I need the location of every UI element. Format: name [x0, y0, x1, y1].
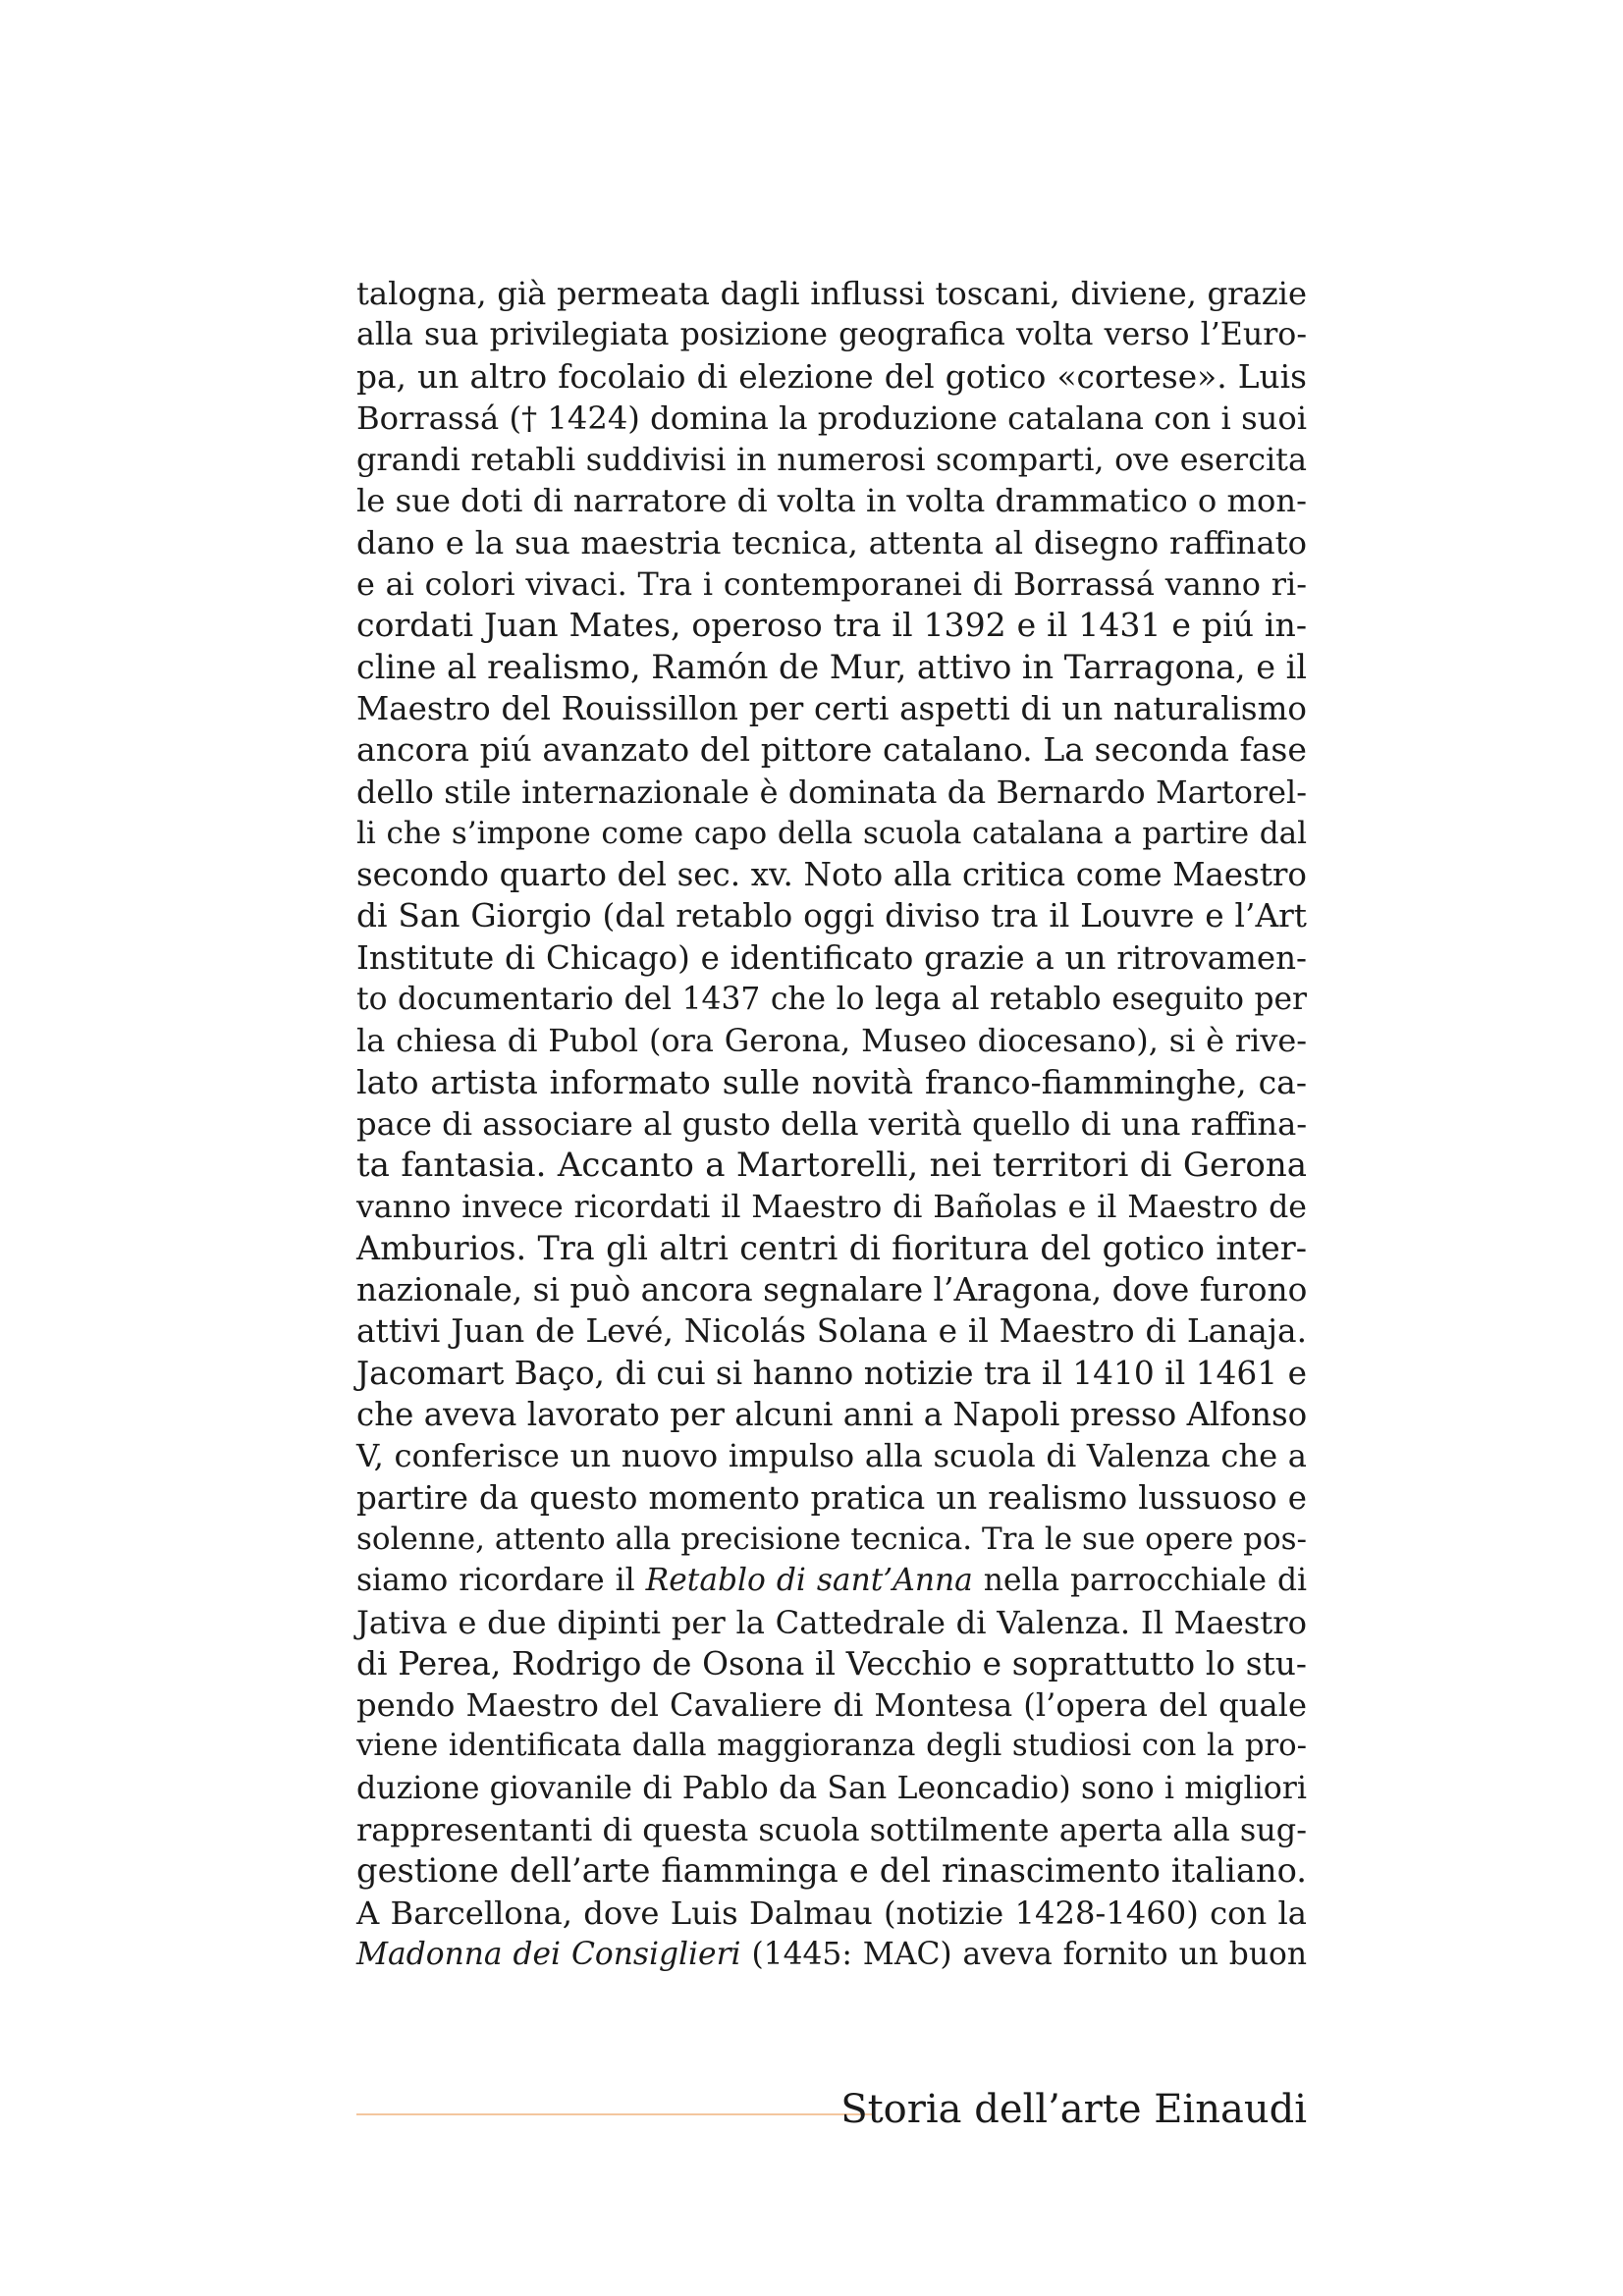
text-line: Maestro del Rouissillon per certi aspetti di un naturalismo — [356, 689, 1307, 727]
text-line: dello stile internazionale è dominata da Bernardo Martorel- — [356, 773, 1307, 811]
text-line: Jacomart Baço, di cui si hanno notizie tra il 1410 il 1461 e — [356, 1354, 1307, 1392]
text-line: solenne, attento alla precisione tecnica. Tra le sue opere pos- — [356, 1521, 1307, 1557]
text-line: li che s’impone come capo della scuola catalana a partire dal — [356, 815, 1307, 851]
text-line: rappresentanti di questa scuola sottilmente aperta alla sug- — [356, 1810, 1307, 1848]
text-line: dano e la sua maestria tecnica, attenta al disegno raffinato — [356, 523, 1307, 561]
footer-rule — [356, 2113, 874, 2115]
page-footer — [356, 2083, 1307, 2142]
text-line: la chiesa di Pubol (ora Gerona, Museo diocesano), si è rive- — [356, 1022, 1307, 1060]
text-line: gestione dell’arte fiamminga e del rinascimento italiano. — [356, 1851, 1307, 1891]
text-line: pa, un altro focolaio di elezione del gotico «cortese». Luis — [356, 357, 1307, 396]
text-line: siamo ricordare il Retablo di sant’Anna nella parrocchiale di — [356, 1563, 1308, 1599]
text-line: nazionale, si può ancora segnalare l’Aragona, dove furono — [356, 1271, 1308, 1309]
text-line: pace di associare al gusto della verità quello di una raffina- — [356, 1104, 1308, 1143]
text-line: alla sua privilegiata posizione geografica volta verso l’Euro- — [356, 317, 1307, 353]
text-line: ta fantasia. Accanto a Martorelli, nei territori di Gerona — [356, 1146, 1307, 1186]
text-line: Amburios. Tra gli altri centri di fioritura del gotico inter- — [356, 1228, 1307, 1267]
text-line: V, conferisce un nuovo impulso alla scuola di Valenza che a — [356, 1437, 1307, 1475]
text-line: viene identificata dalla maggioranza degli studiosi con la pro- — [356, 1729, 1307, 1764]
text-line: Institute di Chicago) e identificato grazie a un ritrovamen- — [356, 938, 1307, 977]
text-line: lato artista informato sulle novità franco-fiamminghe, ca- — [356, 1062, 1307, 1101]
text-line: A Barcellona, dove Luis Dalmau (notizie 1428-1460) con la — [356, 1894, 1307, 1932]
text-line: Madonna dei Consiglieri (1445: MAC) aveva fornito un buon — [356, 1936, 1308, 1972]
text-line: e ai colori vivaci. Tra i contemporanei di Borrassá vanno ri- — [356, 565, 1307, 604]
text-line: di San Giorgio (dal retablo oggi diviso tra il Louvre e l’Art — [356, 897, 1307, 935]
text-line: Borrassá († 1424) domina la produzione catalana con i suoi — [356, 399, 1307, 437]
text-line: partire da questo momento pratica un realismo lussuoso e — [356, 1478, 1307, 1517]
text-line: Jativa e due dipinti per la Cattedrale di Valenza. Il Maestro — [356, 1603, 1307, 1641]
text-line: talogna, già permeata dagli influssi toscani, diviene, grazie — [356, 275, 1307, 312]
text-line: attivi Juan de Levé, Nicolás Solana e il Maestro di Lanaja. — [356, 1312, 1307, 1351]
text-line: le sue doti di narratore di volta in volta drammatico o mon- — [356, 482, 1307, 520]
work-title: Madonna dei Consiglieri — [356, 1936, 741, 1972]
text-line: duzione giovanile di Pablo da San Leoncadio) sono i migliori — [356, 1770, 1307, 1806]
text-line: ancora piú avanzato del pittore catalano. La seconda fase — [356, 730, 1307, 770]
text-line: cline al realismo, Ramón de Mur, attivo in Tarragona, e il — [356, 647, 1307, 686]
text-line: di Perea, Rodrigo de Osona il Vecchio e soprattutto lo stu- — [356, 1644, 1307, 1682]
body-text — [356, 273, 1307, 1975]
text-line: vanno invece ricordati il Maestro di Bañolas e il Maestro de — [356, 1189, 1307, 1225]
text-line: to documentario del 1437 che lo lega al retablo eseguito per — [356, 982, 1307, 1018]
text-line: che aveva lavorato per alcuni anni a Napoli presso Alfonso — [356, 1396, 1308, 1434]
text-line: pendo Maestro del Cavaliere di Montesa (l’opera del quale — [356, 1686, 1307, 1725]
text-line: grandi retabli suddivisi in numerosi scomparti, ove esercita — [356, 441, 1307, 479]
work-title: Retablo di sant’Anna — [645, 1563, 973, 1599]
footer-title: Storia dell’arte Einaudi — [840, 2087, 1307, 2132]
text-line: secondo quarto del sec. xv. Noto alla critica come Maestro — [356, 856, 1307, 894]
text-line: cordati Juan Mates, operoso tra il 1392 e il 1431 e piú in- — [356, 606, 1307, 645]
